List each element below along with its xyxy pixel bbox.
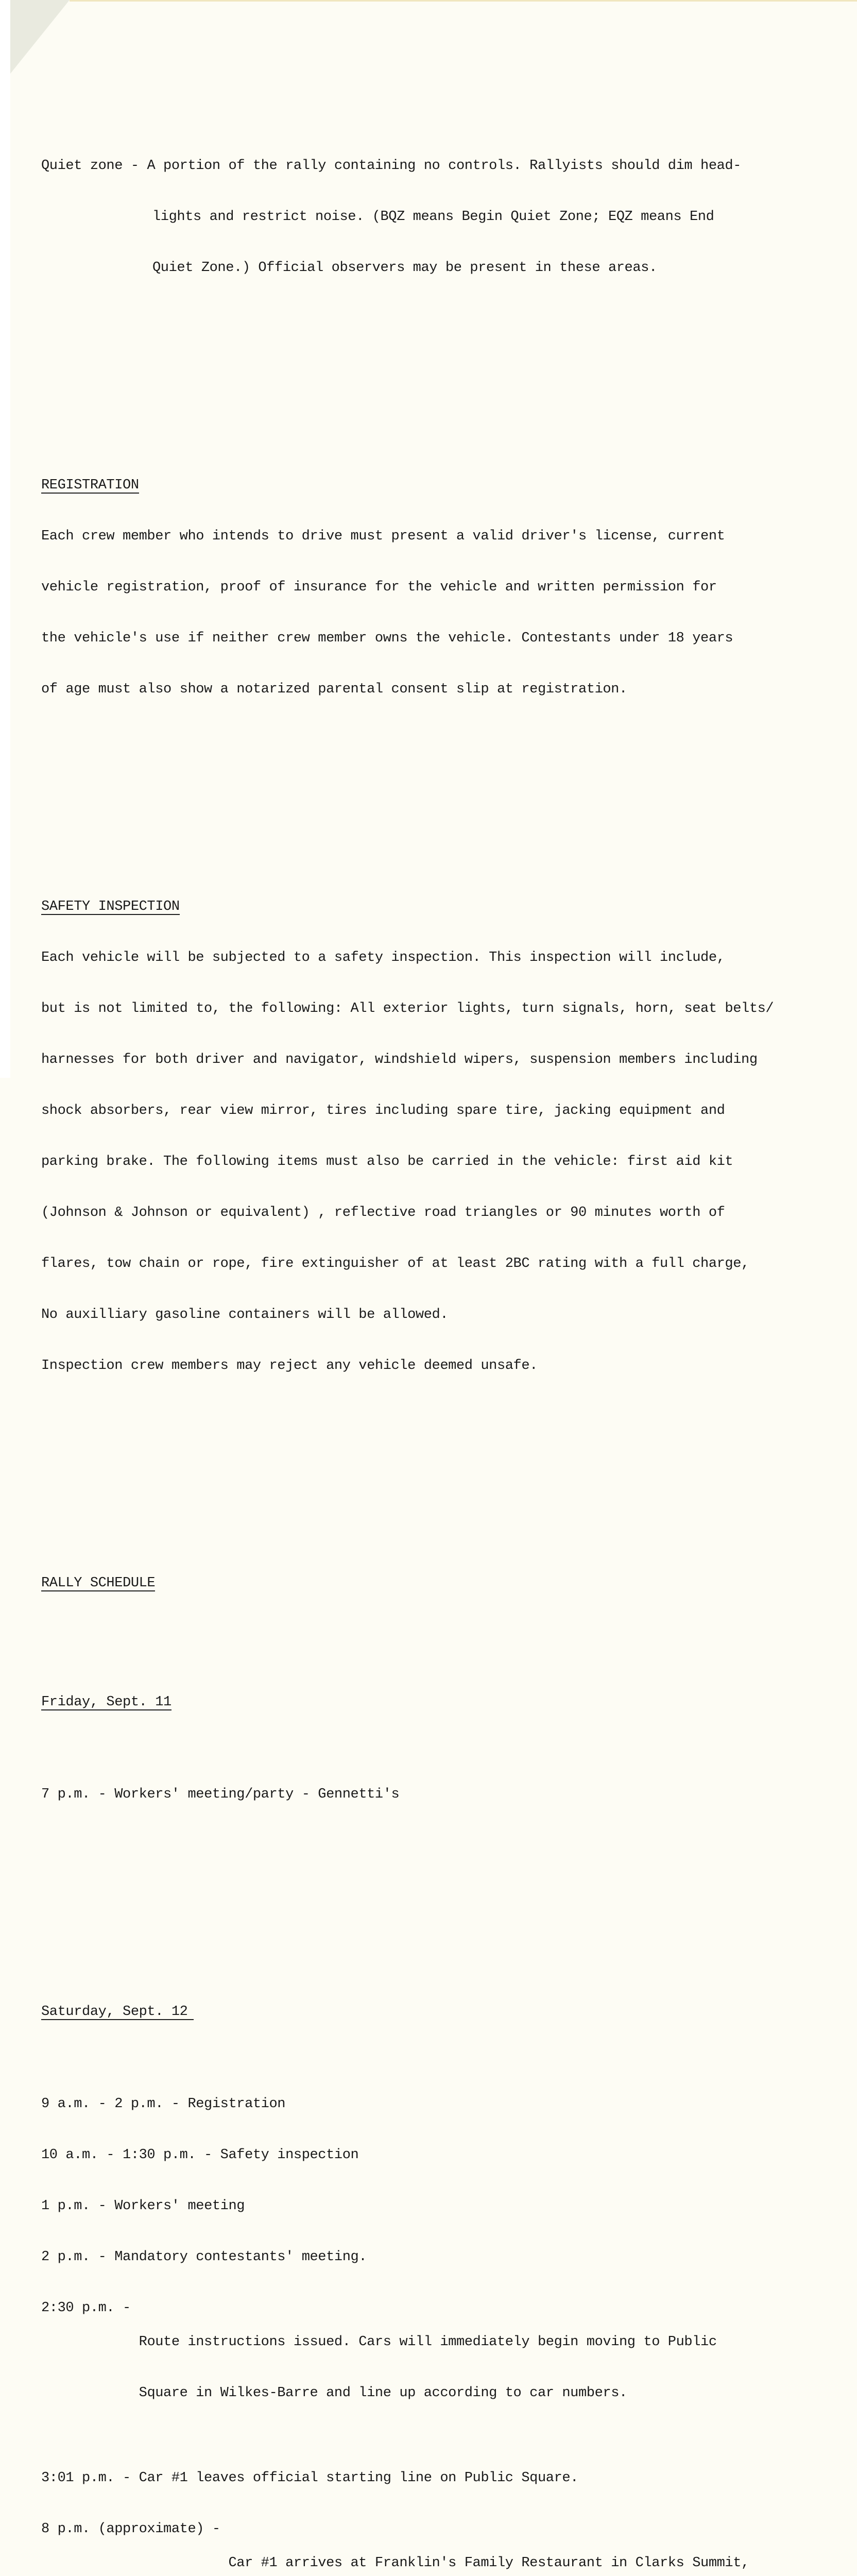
definition-line: A portion of the rally containing no controls. Rallyists should dim head-: [147, 158, 742, 174]
schedule-time: 10 a.m. - 1:30 p.m. -: [41, 2147, 220, 2163]
schedule-description: Square in Wilkes-Barre and line up according to car numbers.: [139, 2385, 627, 2401]
schedule-day-friday: [41, 1660, 845, 1837]
paragraph-line: parking brake. The following items must also be carried in the vehicle: first aid kit: [41, 1154, 733, 1170]
registration-section: [41, 443, 845, 732]
schedule-item: [41, 2147, 845, 2164]
paragraph-line: Each vehicle will be subjected to a safety inspection. This inspection will include,: [41, 950, 725, 965]
schedule-time: 1 p.m. -: [41, 2198, 115, 2214]
schedule-item: [41, 2470, 845, 2487]
schedule-time: 7 p.m. -: [41, 1787, 115, 1802]
day-heading: Saturday, Sept. 12: [41, 2005, 194, 2020]
schedule-item: [41, 2198, 845, 2215]
schedule-time: 2:30 p.m. -: [41, 2300, 139, 2316]
section-heading-rally-schedule: RALLY SCHEDULE: [41, 1575, 156, 1591]
document-page: [41, 56, 845, 2576]
rally-schedule-section: [41, 1541, 845, 2576]
schedule-time: 3:01 p.m. -: [41, 2470, 139, 2486]
schedule-item: [41, 1786, 845, 1803]
schedule-description: Safety inspection: [220, 2147, 359, 2163]
schedule-item: [41, 2249, 845, 2266]
paragraph-line: Each crew member who intends to drive must present a valid driver's license, current: [41, 529, 725, 544]
paragraph-line: vehicle registration, proof of insurance for the vehicle and written permission for: [41, 580, 717, 595]
paragraph-line: (Johnson & Johnson or equivalent) , reflective road triangles or 90 minutes worth of: [41, 1205, 725, 1221]
paragraph-line: harnesses for both driver and navigator, windshield wipers, suspension members including: [41, 1052, 758, 1067]
schedule-time: 8 p.m. (approximate) -: [41, 2521, 229, 2537]
quiet-zone-term: Quiet zone -: [41, 158, 147, 174]
schedule-description: Route instructions issued. Cars will immediately begin moving to Public: [139, 2334, 717, 2350]
safety-inspection-section: [41, 865, 845, 1409]
schedule-item: [41, 2096, 845, 2113]
paragraph-line: No auxilliary gasoline containers will be allowed.: [41, 1307, 449, 1323]
section-heading-safety-inspection: SAFETY INSPECTION: [41, 899, 180, 914]
schedule-time: 9 a.m. - 2 p.m. -: [41, 2096, 188, 2112]
schedule-description: Car #1 leaves official starting line on Public Square.: [139, 2470, 578, 2486]
schedule-description: Mandatory contestants' meeting.: [114, 2249, 367, 2265]
schedule-item: [41, 2300, 845, 2436]
scan-left-margin: [0, 0, 10, 1078]
day-heading: Friday, Sept. 11: [41, 1694, 172, 1710]
schedule-item: [41, 2521, 845, 2576]
schedule-time: 2 p.m. -: [41, 2249, 115, 2265]
paragraph-line: but is not limited to, the following: All exterior lights, turn signals, horn, seat belts/: [41, 1001, 774, 1016]
paragraph-line: the vehicle's use if neither crew member owns the vehicle. Contestants under 18 years: [41, 631, 733, 646]
schedule-description: Registration: [187, 2096, 286, 2112]
quiet-zone-definition: [41, 124, 845, 311]
schedule-description: Workers' meeting/party - Gennetti's: [114, 1787, 400, 1802]
paragraph-line: flares, tow chain or rope, fire extinguisher of at least 2BC rating with a full charge,: [41, 1256, 749, 1272]
definition-line: lights and restrict noise. (BQZ means Begin Quiet Zone; EQZ means End: [152, 209, 714, 225]
schedule-description: Car #1 arrives at Franklin's Family Restaurant in Clarks Summit,: [228, 2555, 749, 2571]
paragraph-line: shock absorbers, rear view mirror, tires including spare tire, jacking equipment and: [41, 1103, 725, 1118]
definition-line: Quiet Zone.) Official observers may be present in these areas.: [152, 260, 657, 276]
schedule-day-saturday: [41, 1970, 845, 2576]
paragraph-line: of age must also show a notarized parental consent slip at registration.: [41, 682, 627, 697]
scan-top-edge: [70, 0, 857, 2]
section-heading-registration: REGISTRATION: [41, 478, 139, 493]
schedule-description: Workers' meeting: [114, 2198, 245, 2214]
paragraph-line: Inspection crew members may reject any vehicle deemed unsafe.: [41, 1358, 538, 1374]
